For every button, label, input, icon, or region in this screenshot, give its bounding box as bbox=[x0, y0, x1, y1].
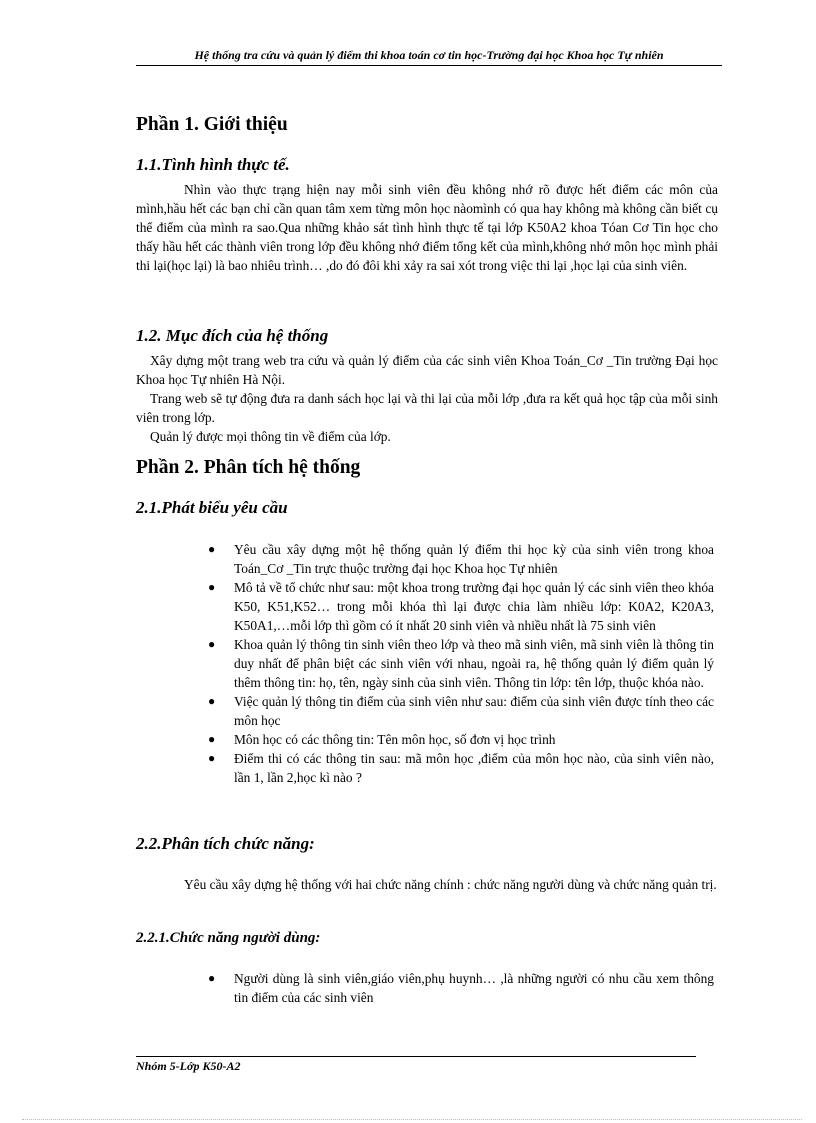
bullet-icon: ● bbox=[208, 542, 216, 556]
section-1-2-heading: 1.2. Mục đích của hệ thống bbox=[136, 326, 329, 345]
section-2-2-paragraph: Yêu cầu xây dựng hệ thống với hai chức năng chính : chức năng người dùng và chức năng quản trị. bbox=[184, 877, 717, 892]
section-1-2-line: Quản lý được mọi thông tin về điểm của lớp. bbox=[150, 429, 391, 444]
bullet-icon: ● bbox=[208, 580, 216, 594]
section-1-1-heading: 1.1.Tình hình thực tế. bbox=[136, 155, 290, 174]
section-1-1-paragraph: Nhìn vào thực trạng hiện nay mỗi sinh viên đều không nhớ rõ được hết điểm các môn của mình,hầu hết các bạn chỉ cần quan tâm xem từng môn học nàomình có qua hay không mà không cần biết cụ thể điểm của mình ra sao.Qua những khảo sát tình hình thực tế tại lớp K50A2 khoa Tóan Cơ Tin học cho thấy hầu hết các thành viên trong lớp đều không nhớ điểm tổng kết của mình,không nhớ môn học mình phải thi lại(học lại) là bao nhiêu trình… ,do đó đôi khi xảy ra sai xót trong việc thi lại ,học lại của sinh viên. bbox=[136, 182, 718, 273]
list-item: ● Điểm thi có các thông tin sau: mã môn học ,điểm của môn học nào, của sinh viên nào, lần 1, lần 2,học kì nào ? bbox=[208, 751, 714, 785]
list-item: ● Khoa quản lý thông tin sinh viên theo lớp và theo mã sinh viên, mã sinh viên là thông tin duy nhất để phân biệt các sinh viên với nhau, ngoài ra, hệ thống quản lý điểm quản lý thêm thông tin: họ, tên, ngày sinh của sinh viên. Thông tin lớp: tên lớp, thuộc khóa nào. bbox=[208, 637, 714, 690]
bullet-icon: ● bbox=[208, 751, 216, 765]
footer-divider bbox=[136, 1056, 696, 1057]
section-2-2-1-heading: 2.2.1.Chức năng người dùng: bbox=[136, 930, 321, 946]
section-1-2-line: Trang web sẽ tự động đưa ra danh sách học lại và thi lại của mỗi lớp ,đưa ra kết quả học tập của mỗi sinh viên trong lớp. bbox=[136, 391, 718, 425]
requirements-list bbox=[204, 540, 714, 787]
page-boundary bbox=[22, 1119, 802, 1120]
bullet-icon: ● bbox=[208, 637, 216, 651]
section-1-2-line: Xây dựng một trang web tra cứu và quản lý điểm của các sinh viên Khoa Toán_Cơ _Tin trường Đại học Khoa học Tự nhiên Hà Nội. bbox=[136, 353, 718, 387]
section-2-1-heading: 2.1.Phát biểu yêu cầu bbox=[136, 498, 288, 517]
list-item: ● Yêu cầu xây dựng một hệ thống quản lý điểm thi học kỳ của sinh viên trong khoa Toán_Cơ _Tin trực thuộc trường đại học Khoa học Tự nhiên bbox=[208, 542, 714, 576]
bullet-icon: ● bbox=[208, 971, 216, 985]
list-item: ● Người dùng là sinh viên,giáo viên,phụ huynh… ,là những người có nhu cầu xem thông tin điểm của các sinh viên bbox=[208, 971, 714, 1005]
bullet-icon: ● bbox=[208, 694, 216, 708]
part1-heading: Phần 1. Giới thiệu bbox=[136, 114, 288, 135]
list-item: ● Mô tả về tổ chức như sau: một khoa trong trường đại học quản lý các sinh viên theo khóa K50, K51,K52… trong mỗi khóa thì lại được chia làm nhiều lớp: K0A2, K20A3, K50A1,…mỗi lớp thì gồm có ít nhất 20 sinh viên và nhiều nhất là 75 sinh viên bbox=[208, 580, 714, 633]
list-item: ● Môn học có các thông tin: Tên môn học, số đơn vị học trình bbox=[208, 732, 556, 747]
user-function-list bbox=[204, 969, 714, 1007]
running-header: Hệ thống tra cứu và quản lý điểm thi khoa toán cơ tin học-Trường đại học Khoa học Tự nhiên bbox=[136, 48, 722, 66]
list-item: ● Việc quản lý thông tin điểm của sinh viên như sau: điểm của sinh viên được tính theo các môn học bbox=[208, 694, 714, 728]
part2-heading: Phần 2. Phân tích hệ thống bbox=[136, 457, 361, 478]
section-2-2-heading: 2.2.Phân tích chức năng: bbox=[136, 834, 315, 853]
section-1-2-body bbox=[136, 351, 718, 446]
running-footer: Nhóm 5-Lớp K50-A2 bbox=[136, 1059, 241, 1073]
bullet-icon: ● bbox=[208, 732, 216, 746]
